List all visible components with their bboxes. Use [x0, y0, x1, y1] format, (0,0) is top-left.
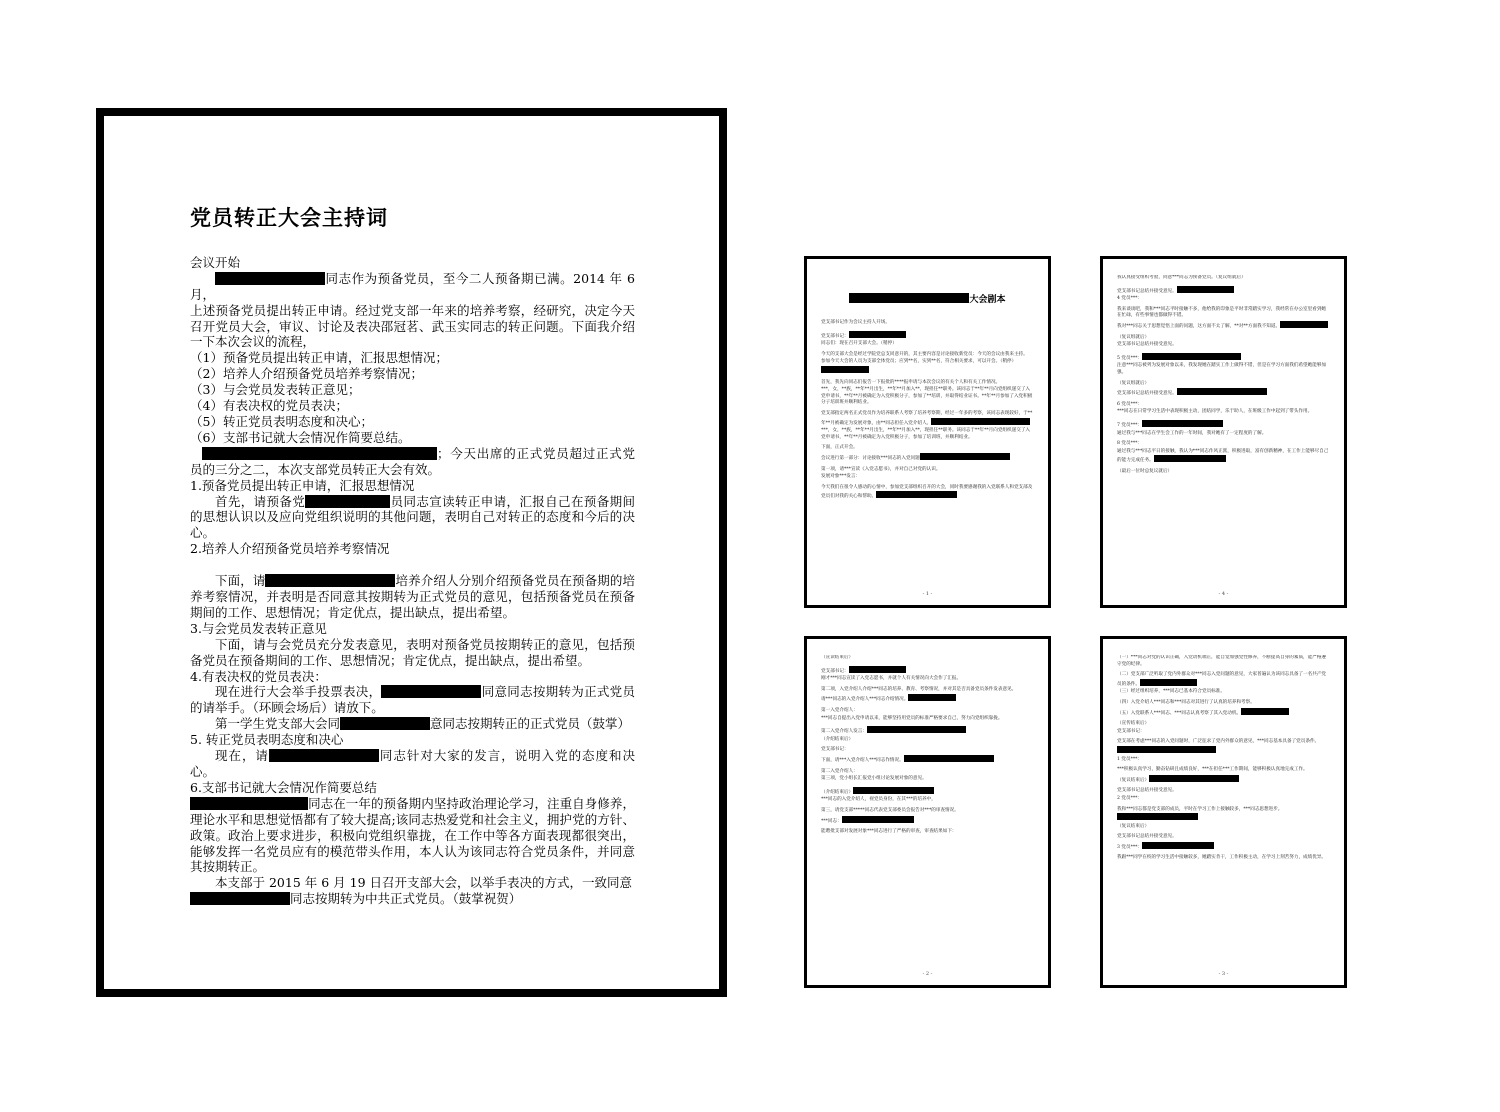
paragraph-text: （1）预备党员提出转正申请，汇报思想情况；	[190, 350, 448, 366]
main-document-page	[96, 108, 727, 997]
thumbnail-paragraph: （复议结束后）	[1117, 823, 1150, 829]
thumbnail-paragraph: 请***同志的入党介绍人***同志介绍情况。	[821, 694, 1034, 704]
document-paragraph	[190, 716, 635, 732]
document-paragraph	[190, 875, 635, 891]
page-number: - 3 -	[1218, 971, 1229, 977]
thumbnail-body	[821, 275, 1034, 585]
document-paragraph	[190, 732, 635, 748]
redaction-bar	[1142, 420, 1223, 427]
document-title: 党员转正大会主持词	[190, 206, 388, 230]
thumbnail-paragraph: （二）党支部广泛听取了党内外群众对***同志入党问题的意见，大家普遍认为该同志具备了一名共产党员的条件。	[1117, 672, 1327, 687]
paragraph-text: 培养介绍人分别介绍预备党员在预备期的培养考察情况，并表明是否同意其按期转为正式党员的意见，包括预备党员在预备期间的工作、思想情况；肯定优点，提出缺点，提出希望。	[190, 573, 635, 620]
thumbnail-paragraph: 党支部指定两名正式党员作为培养联系人考察了培养考察期，经过一年多的考察，该同志表现较好，于**年**月被确定为发展对象，由**同志担任入党介绍人。	[821, 410, 1033, 426]
paragraph-text: 5. 转正党员表明态度和决心	[190, 732, 344, 748]
document-paragraph	[190, 430, 635, 446]
thumbnail-paragraph: ***同志的入党介绍人，视党员身份，在其***的培养中，	[821, 797, 936, 803]
document-paragraph	[190, 446, 635, 478]
thumbnail-paragraph: 下面，正式开会。	[821, 445, 858, 451]
document-paragraph	[190, 684, 635, 716]
document-paragraph	[190, 557, 635, 573]
paragraph-text: 上述预备党员提出转正申请。经过党支部一年来的培养考察，经研究，决定今天召开党员大会，审议、讨论及表决邵冠茗、武玉实同志的转正问题。下面我介绍一下本次会议的流程，	[190, 302, 635, 350]
document-paragraph	[190, 478, 635, 494]
document-paragraph	[190, 541, 635, 557]
thumbnail-paragraph: 党支部书记：	[821, 747, 849, 753]
thumbnail-text	[1117, 655, 1330, 862]
thumbnail-body	[1117, 275, 1330, 585]
thumbnail-paragraph: （四）入党介绍人***同志和***同志对其进行了认真的培养和考察。	[1117, 699, 1255, 705]
redaction-bar	[190, 892, 290, 905]
main-document-body	[190, 206, 635, 907]
thumbnail-paragraph: （宣传结束后）	[1117, 721, 1150, 727]
paragraph-text: 同志在一年的预备期内坚持政治理论学习，注重自身修养，理论水平和思想觉悟都有了较大提高;该同志热爱党和社会主义，拥护党的方针、政策。政治上要求进步，积极向党组织靠拢，在工作中等各方面表现都很突出，能够发挥一名党员应有的模范带头作用，本人认为该同志符合党员条件，并同意其按期转正。	[190, 795, 635, 875]
paragraph-text: （4）有表决权的党员表决；	[190, 398, 348, 414]
thumbnail-paragraph: ***积极认真学习，勤奋钻研且成绩良好，***在担任***工作期间，能够积极认真地完成工作。	[1117, 767, 1308, 773]
thumbnail-paragraph: （复议结束后）	[1117, 775, 1330, 785]
redaction-bar	[381, 685, 481, 698]
thumbnail-paragraph: 参加今天大会的人员为支部全体党员；应到**名，实到**名，符合相关要求，可以开会。（稍停）	[821, 359, 1034, 375]
paragraph-text: 员同志宣读转正申请，汇报自己在预备期间的思想认识以及应向党组织说明的其他问题，表明自己对转正的态度和今后的决心。	[190, 493, 635, 541]
redaction-bar	[202, 447, 437, 460]
redaction-bar	[1241, 708, 1289, 715]
document-paragraph	[190, 891, 635, 907]
paragraph-text: 1.预备党员提出转正申请，汇报思想情况	[190, 477, 415, 493]
redaction-bar	[867, 726, 966, 733]
document-paragraph	[190, 796, 635, 876]
thumbnail-paragraph: （复议组就后）	[1117, 380, 1150, 386]
thumbnail-paragraph: （介绍结束后）	[821, 736, 854, 742]
paragraph-text: 现在进行大会举手投票表决，	[215, 684, 382, 700]
thumbnail-paragraph: 通过我与***同志平日的接触，我认为***同志作风正派，积极进取，富有创新精神，在工作上能够尽自己的能力完成任务。	[1117, 448, 1329, 464]
paragraph-text: 同志按期转为中共正式党员。（鼓掌祝贺）	[290, 891, 522, 907]
thumbnail-title-text: 大会剧本	[969, 295, 1006, 305]
document-paragraph	[190, 303, 635, 351]
paragraph-text: 下面，请	[215, 573, 266, 589]
paragraph-text: 同意同志按期转为正式党员的请举手。（环顾会场后）请放下。	[190, 684, 635, 716]
paragraph-text: 2.培养人介绍预备党员培养考察情况	[190, 541, 390, 557]
paragraph-text: （3）与会党员发表转正意见；	[190, 382, 361, 398]
thumbnail-paragraph: 6 党员***：	[1117, 401, 1143, 407]
thumbnail-paragraph: 第二项，入党介绍人介绍***同志的培养、教育、考察情况，并对其是否具备党员条件发表意见。	[821, 686, 1017, 692]
thumbnail-paragraph: （最后一位时总复议就后）	[1117, 468, 1173, 474]
document-text	[190, 255, 635, 907]
thumbnail-paragraph: （介绍结束后）	[821, 787, 1034, 797]
document-paragraph	[190, 748, 635, 780]
redaction-bar	[1117, 813, 1198, 820]
redaction-bar	[821, 366, 869, 373]
document-paragraph	[190, 669, 635, 685]
paragraph-text: 意同志按期转正的正式党员（鼓掌）	[430, 716, 631, 732]
thumbnail-paragraph: 刚才***同志宣读了入党志愿书，并就个人有关情况向大会作了汇报。	[821, 676, 962, 682]
thumbnail-paragraph: 今天我们在很令人感动的心情中，参加党支部组织召开的大会，同时我要感谢我的入党联系人和党支部及党员们对我的关心和帮助。	[821, 484, 1033, 500]
paragraph-text: （6）支部书记就大会情况作简要总结。	[190, 429, 411, 445]
thumbnail-paragraph: 第一入党介绍人：	[821, 707, 858, 713]
paragraph-text: 现在，请	[215, 748, 269, 764]
redaction-bar	[904, 755, 994, 762]
page-number: - 4 -	[1218, 591, 1229, 597]
thumbnail-paragraph: 党支部书记总结并接受意见。	[1117, 834, 1177, 840]
paragraph-text: 会议开始	[190, 254, 241, 270]
redaction-bar	[849, 293, 969, 303]
paragraph-text: 同志针对大家的发言，说明入党的态度和决心。	[190, 748, 635, 779]
thumbnail-body	[821, 655, 1034, 965]
thumbnail-paragraph: ***，女，**族，**年**月出生，**年**月加入**，现担任**职务。该同志于**年**月向党组织递交了入党申请书，**年**月被确定为入党积极分子，参加了**培训，并取得结业证书。**年**月参加了入党积极分子培训班并顺利结业。	[821, 387, 1033, 406]
redaction-bar	[1177, 286, 1234, 293]
document-paragraph	[190, 573, 635, 621]
paragraph-text: 同志作为预备党员，至今二人预备期已满。2014 年 6 月，	[190, 270, 635, 302]
redaction-bar	[1117, 746, 1216, 753]
paragraph-text: ；今天出席的正式党员超过正式党员的三分之二，本次支部党员转正大会有效。	[190, 445, 635, 477]
redaction-bar	[849, 331, 906, 338]
thumbnail-title	[821, 293, 1034, 306]
thumbnail-page-3[interactable]	[1100, 636, 1347, 988]
redaction-bar	[340, 717, 430, 730]
document-paragraph	[190, 271, 635, 303]
thumbnail-paragraph: 7 党员***：	[1117, 420, 1330, 430]
thumbnail-paragraph: （三）经过组织培养，***同志已基本符合党员标准。	[1117, 689, 1225, 695]
thumbnail-paragraph: 3 党员***：	[1117, 842, 1330, 852]
thumbnail-paragraph: ***同志：	[821, 816, 1034, 826]
thumbnail-paragraph: 下面，请***入党介绍人***同志作情况。	[821, 755, 1034, 765]
thumbnail-paragraph: 党支部书记总结并接受意见。	[1117, 286, 1330, 296]
thumbnail-body	[1117, 655, 1330, 965]
thumbnail-paragraph: 注意***同志被列为发展对象以来，我发现她在踏实工作上做得不错，但是在学习方面我们希望她能够加强。	[1117, 363, 1327, 375]
thumbnail-paragraph: 第一项，请***宣读《入党志愿书》，并对自己对党的认识。	[821, 466, 941, 472]
document-paragraph	[190, 255, 635, 271]
thumbnail-paragraph: ***同志自提出入党申请以来，能够坚持用党员的标准严格要求自己，努力向党组织靠拢。	[821, 715, 1003, 721]
redaction-bar	[1280, 321, 1328, 328]
thumbnail-text	[1117, 275, 1330, 475]
thumbnail-page-4[interactable]	[1100, 256, 1347, 608]
thumbnail-paragraph: 5 党员***：	[1117, 353, 1330, 363]
document-paragraph	[190, 366, 635, 382]
paragraph-text: 下面，请与会党员充分发表意见，表明对预备党员按期转正的意见，包括预备党员在预备期间的工作、思想情况；肯定优点，提出缺点，提出希望。	[190, 636, 635, 668]
redaction-bar	[876, 491, 957, 498]
redaction-bar	[1149, 775, 1239, 782]
thumbnail-paragraph: 1 党员***：	[1117, 756, 1143, 762]
thumbnail-paragraph: 2 党员***：	[1117, 795, 1143, 801]
thumbnail-paragraph: 党支部书记作为会议主持人开场。	[821, 320, 890, 325]
thumbnail-paragraph: 第三项，党小组长汇报党小组讨论发展对象的意见。	[821, 776, 927, 782]
thumbnail-paragraph: 第三，请党支部*****同志代表党支部委员会报告对***的审查情况。	[821, 807, 959, 813]
thumbnail-paragraph: （宣读结束后）	[821, 655, 854, 660]
redaction-bar	[1140, 679, 1197, 686]
thumbnail-paragraph: 我来谈谈吧，我和***同志平时接触不多，他给我的印象是平时非常踏实学习，我经常在办公室里看到她在忙碌，有些事情也都做得不错。	[1117, 306, 1327, 319]
redaction-bar	[842, 816, 914, 823]
thumbnail-paragraph: 我跟***同学在校的学习生活中接触较多，她踏实肯干，工作积极主动，在学习上刻苦努力，成绩优异。	[1117, 855, 1327, 861]
page-number: - 1 -	[922, 591, 933, 597]
thumbnail-paragraph: （五）入党联系人***同志、***同志认真考察了其入党动机。	[1117, 708, 1330, 718]
redaction-bar	[215, 272, 325, 285]
thumbnail-paragraph: 我对***同志关于思想觉悟上面的问题，这方面不太了解，**对**方面我不知道。	[1117, 321, 1330, 331]
redaction-bar	[190, 797, 308, 810]
paragraph-text: 首先，请预备党	[215, 493, 306, 509]
redaction-bar	[849, 666, 906, 673]
document-paragraph	[190, 621, 635, 637]
thumbnail-paragraph: 同志们：现在召开支部大会。（稍停）	[821, 341, 897, 347]
thumbnail-paragraph: ***同志在日常学习生活中表现积极主动，团结同学，乐于助人，在班级工作中起到了带头作用。	[1117, 409, 1313, 415]
document-paragraph	[190, 637, 635, 669]
redaction-bar	[1177, 388, 1267, 395]
redaction-bar	[1154, 455, 1226, 462]
thumbnail-paragraph: 我认真接受组织考验，同意***同志为预备党员。（复议组就后）	[1117, 275, 1246, 280]
thumbnail-paragraph: 党支部书记：	[821, 666, 1034, 676]
paragraph-text: （2）培养人介绍预备党员培养考察情况；	[190, 366, 423, 382]
paragraph-text: 3.与会党员发表转正意见	[190, 620, 327, 636]
redaction-bar	[908, 694, 956, 701]
redaction-bar	[305, 495, 390, 508]
thumbnail-text	[821, 655, 1034, 836]
paragraph-text: 6.支部书记就大会情况作简要总结	[190, 779, 377, 795]
thumbnail-paragraph: （一）***同志对党的认识正确，入党动机端正，能自觉加强党性修养，不断提高自身的素质，能严格遵守党的纪律。	[1117, 655, 1327, 667]
page-number: - 2 -	[922, 971, 933, 977]
thumbnail-paragraph: 4 党员***：	[1117, 296, 1143, 302]
thumbnail-paragraph: 党支部在考虑***同志的入党问题时，广泛征求了党内外群众的意见，***同志基本具备了党员条件。	[1117, 739, 1330, 755]
thumbnail-paragraph: 党支部书记：	[821, 331, 1034, 341]
thumbnail-paragraph: 党支部书记总结并接受意见。	[1117, 388, 1330, 398]
thumbnail-text	[821, 320, 1034, 501]
document-paragraph	[190, 350, 635, 366]
thumbnail-paragraph: （复议组就后）	[1117, 334, 1150, 340]
redaction-bar	[1142, 842, 1214, 849]
thumbnail-paragraph: 党支部书记总结并接受意见。	[1117, 342, 1177, 348]
redaction-bar	[269, 749, 379, 762]
thumbnail-paragraph: 发展对象***发言：	[821, 474, 861, 480]
thumbnail-paragraph: ***，女，**族，**年**月出生，**年**月加入**，现担任**职务。该同志于**年**月向党组织递交了入党申请书，**年**月被确定为入党积极分子，参加了培训班，并顺利结业。	[821, 428, 1031, 440]
thumbnail-paragraph: 党支部书记：	[1117, 728, 1145, 734]
document-paragraph	[190, 780, 635, 796]
thumbnail-paragraph: 今天的支部大会是经过学院党总支同意开的，其主要内容是讨论接收新党员：今天的会议由我来主持。	[821, 351, 1028, 357]
redaction-bar	[853, 787, 934, 794]
redaction-bar	[920, 453, 1010, 460]
redaction-bar	[931, 418, 1030, 425]
thumbnail-paragraph: 第二入党介绍人发言：	[821, 726, 1034, 736]
paragraph-text: 第一学生党支部大会同	[215, 716, 341, 732]
paragraph-text: 本支部于 2015 年 6 月 19 日召开支部大会，以举手表决的方式，一致同意	[215, 875, 633, 891]
thumbnail-paragraph: 第二入党介绍人：	[821, 768, 858, 774]
thumbnail-paragraph: 8 党员***：	[1117, 441, 1143, 447]
thumbnail-paragraph: 我和***同志都是党支部的成员，平时在学习工作上接触较多，***同志思想进步。	[1117, 807, 1330, 823]
document-paragraph	[190, 398, 635, 414]
redaction-bar	[265, 574, 395, 587]
thumbnail-paragraph: 首先，我先向同志们报告一下报批的****报申请与本次会议的有关个人和有关工作情况。	[821, 379, 1001, 385]
thumbnail-paragraph: 通过我与***同志在学生会工作的一年时间，我对她有了一定程度的了解。	[1117, 430, 1267, 436]
thumbnail-page-2[interactable]	[804, 636, 1051, 988]
thumbnail-paragraph: 会议进行第一部分：讨论接收***同志的入党问题	[821, 453, 1034, 463]
document-paragraph	[190, 494, 635, 542]
thumbnail-page-1[interactable]	[804, 256, 1051, 608]
thumbnail-paragraph: 能聘批支部对发展对象***同志进行了严格的审查，审查结果如下：	[821, 829, 957, 835]
paragraph-text: （5）转正党员表明态度和决心；	[190, 413, 373, 429]
document-paragraph	[190, 382, 635, 398]
redaction-bar	[1142, 353, 1241, 360]
document-paragraph	[190, 414, 635, 430]
thumbnail-paragraph: 党支部书记总结并接受意见。	[1117, 788, 1177, 794]
paragraph-text: 4.有表决权的党员表决：	[190, 668, 327, 684]
